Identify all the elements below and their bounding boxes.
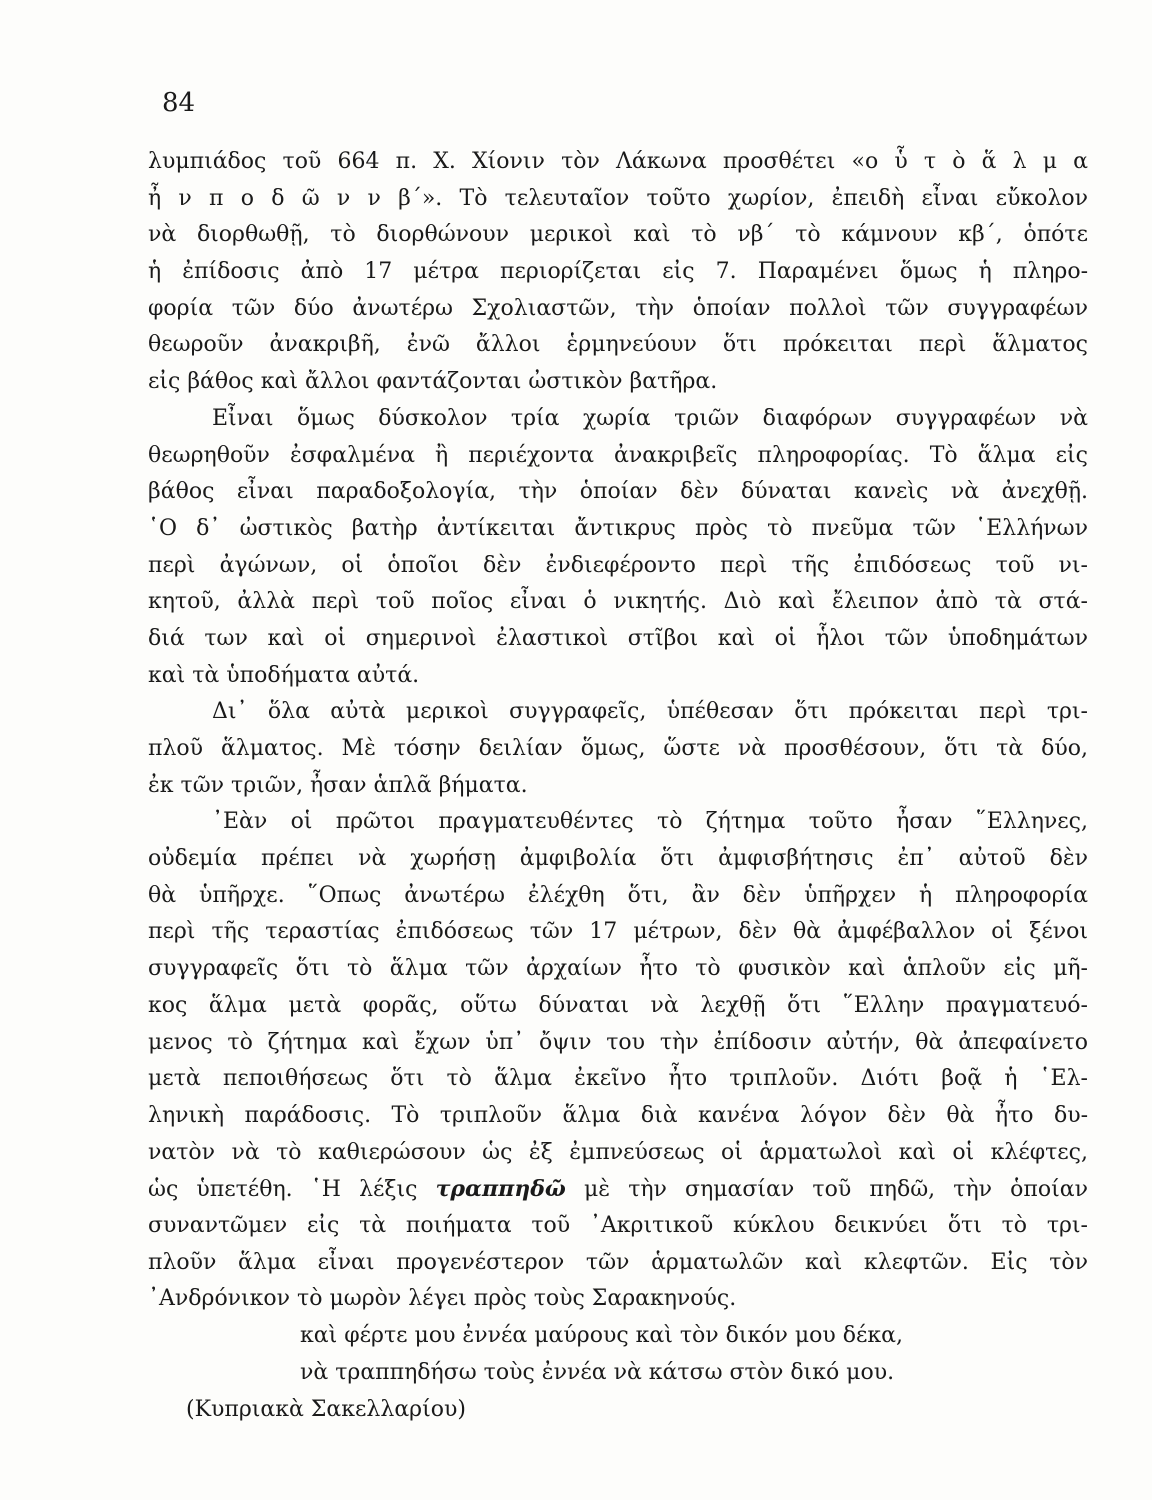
text-line: μενος τὸ ζήτημα καὶ ἔχων ὑπ᾽ ὄψιν του τὴν ἐπίδοσιν αὐτήν, θὰ ἀπεφαίνετο: [148, 1029, 1088, 1055]
text-line: οὐδεμία πρέπει νὰ χωρήσῃ ἀμφιβολία ὅτι ἀμφισβήτησις ἐπ᾽ αὐτοῦ δὲν: [148, 846, 1088, 872]
text-line: κητοῦ, ἀλλὰ περὶ τοῦ ποῖος εἶναι ὁ νικητής. Διὸ καὶ ἔλειπον ἀπὸ τὰ στά-: [148, 589, 1088, 615]
page-number: 84: [162, 88, 196, 118]
text-line: νὰ διορθωθῇ, τὸ διορθώνουν μερικοὶ καὶ τὸ νβ΄ τὸ κάμνουν κβ΄, ὁπότε: [148, 222, 1088, 248]
verse-source: (Κυπριακὰ Σακελλαρίου): [186, 1397, 466, 1422]
text-line: θεωροῦν ἀνακριβῆ, ἐνῶ ἄλλοι ἑρμηνεύουν ὅτι πρόκειται περὶ ἅλματος: [148, 332, 1088, 358]
text-line: ᾽Εὰν οἱ πρῶτοι πραγματευθέντες τὸ ζήτημα τοῦτο ἦσαν ῞Ελληνες,: [212, 809, 1088, 835]
text-line: Δι᾽ ὅλα αὐτὰ μερικοὶ συγγραφεῖς, ὑπέθεσαν ὅτι πρόκειται περὶ τρι-: [212, 699, 1088, 725]
text-line: ἦ ν π ο δ ῶ ν ν β΄». Τὸ τελευταῖον τοῦτο χωρίον, ἐπειδὴ εἶναι εὔκολον: [148, 185, 1088, 211]
text-line: καὶ τὰ ὑποδήματα αὐτά.: [148, 662, 420, 688]
text-line: κος ἅλμα μετὰ φορᾶς, οὕτω δύναται νὰ λεχθῇ ὅτι ῞Ελλην πραγματευό-: [148, 992, 1088, 1018]
text-line: περὶ ἀγώνων, οἱ ὁποῖοι δὲν ἐνδιεφέροντο περὶ τῆς ἐπιδόσεως τοῦ νι-: [148, 552, 1088, 578]
text-line: συναντῶμεν εἰς τὰ ποιήματα τοῦ ᾽Ακριτικοῦ κύκλου δεικνύει ὅτι τὸ τρι-: [148, 1212, 1088, 1238]
text-line: θεωρηθοῦν ἐσφαλμένα ἢ περιέχοντα ἀνακριβεῖς πληροφορίας. Τὸ ἅλμα εἰς: [148, 442, 1088, 468]
text-line: μετὰ πεποιθήσεως ὅτι τὸ ἅλμα ἐκεῖνο ἦτο τριπλοῦν. Διότι βοᾷ ἡ ῾Ελ-: [148, 1066, 1088, 1092]
text-line: εἰς βάθος καὶ ἄλλοι φαντάζονται ὠστικὸν βατῆρα.: [148, 369, 718, 395]
text-line: ἐκ τῶν τριῶν, ἦσαν ἁπλᾶ βήματα.: [148, 772, 528, 798]
text-line: φορία τῶν δύο ἀνωτέρω Σχολιαστῶν, τὴν ὁποίαν πολλοὶ τῶν συγγραφέων: [148, 295, 1088, 321]
text-line: Εἶναι ὅμως δύσκολον τρία χωρία τριῶν διαφόρων συγγραφέων νὰ: [212, 405, 1088, 431]
verse-line: νὰ τραππηδήσω τοὺς ἐννέα νὰ κάτσω στὸν δικό μου.: [300, 1359, 895, 1385]
verse-block: [300, 1318, 1020, 1391]
text-line: λυμπιάδος τοῦ 664 π. Χ. Χίονιν τὸν Λάκωνα προσθέτει «ο ὗ τ ὸ ἅ λ μ α: [148, 149, 1088, 174]
text-line: ληνικὴ παράδοσις. Τὸ τριπλοῦν ἅλμα διὰ κανένα λόγον δὲν θὰ ἦτο δυ-: [148, 1102, 1088, 1128]
text-line: βάθος εἶναι παραδοξολογία, τὴν ὁποίαν δὲν δύναται κανεὶς νὰ ἀνεχθῇ.: [148, 479, 1088, 505]
text-line: πλοῦ ἅλματος. Μὲ τόσην δειλίαν ὅμως, ὥστε νὰ προσθέσουν, ὅτι τὰ δύο,: [148, 736, 1088, 761]
text-line: περὶ τῆς τεραστίας ἐπιδόσεως τῶν 17 μέτρων, δὲν θὰ ἀμφέβαλλον οἱ ξένοι: [148, 919, 1088, 945]
body-text: [148, 144, 1088, 1318]
text-line: ῾Ο δ᾽ ὠστικὸς βατὴρ ἀντίκειται ἄντικρυς πρὸς τὸ πνεῦμα τῶν ῾Ελλήνων: [148, 515, 1088, 541]
text-line: νατὸν νὰ τὸ καθιερώσουν ὡς ἐξ ἐμπνεύσεως οἱ ἁρματωλοὶ καὶ οἱ κλέφτες,: [148, 1139, 1088, 1165]
text-line: θὰ ὑπῆρχε. ῞Οπως ἀνωτέρω ἐλέχθη ὅτι, ἂν δὲν ὑπῆρχεν ἡ πληροφορία: [148, 882, 1088, 908]
text-line: πλοῦν ἅλμα εἶναι προγενέστερον τῶν ἁρματωλῶν καὶ κλεφτῶν. Εἰς τὸν: [148, 1249, 1088, 1275]
emphasized-word: τραππηδῶ: [435, 1176, 566, 1203]
verse-line: καὶ φέρτε μου ἐννέα μαύρους καὶ τὸν δικόν μου δέκα,: [300, 1323, 904, 1348]
text-line: ἡ ἐπίδοσις ἀπὸ 17 μέτρα περιορίζεται εἰς 7. Παραμένει ὅμως ἡ πληρο-: [148, 259, 1088, 285]
text-segment: ὡς ὑπετέθη. ῾Η λέξις: [148, 1177, 418, 1203]
text-line: συγγραφεῖς ὅτι τὸ ἅλμα τῶν ἀρχαίων ἦτο τὸ φυσικὸν καὶ ἁπλοῦν εἰς μῆ-: [148, 956, 1088, 982]
text-line-mixed: [148, 1171, 1088, 1208]
text-line: διά των καὶ οἱ σημερινοὶ ἐλαστικοὶ στῖβοι καὶ οἱ ἧλοι τῶν ὑποδημάτων: [148, 625, 1088, 651]
text-line: ᾽Ανδρόνικον τὸ μωρὸν λέγει πρὸς τοὺς Σαρακηνούς.: [148, 1286, 737, 1312]
text-segment: μὲ τὴν σημασίαν τοῦ πηδῶ, τὴν ὁποίαν: [583, 1177, 1088, 1203]
